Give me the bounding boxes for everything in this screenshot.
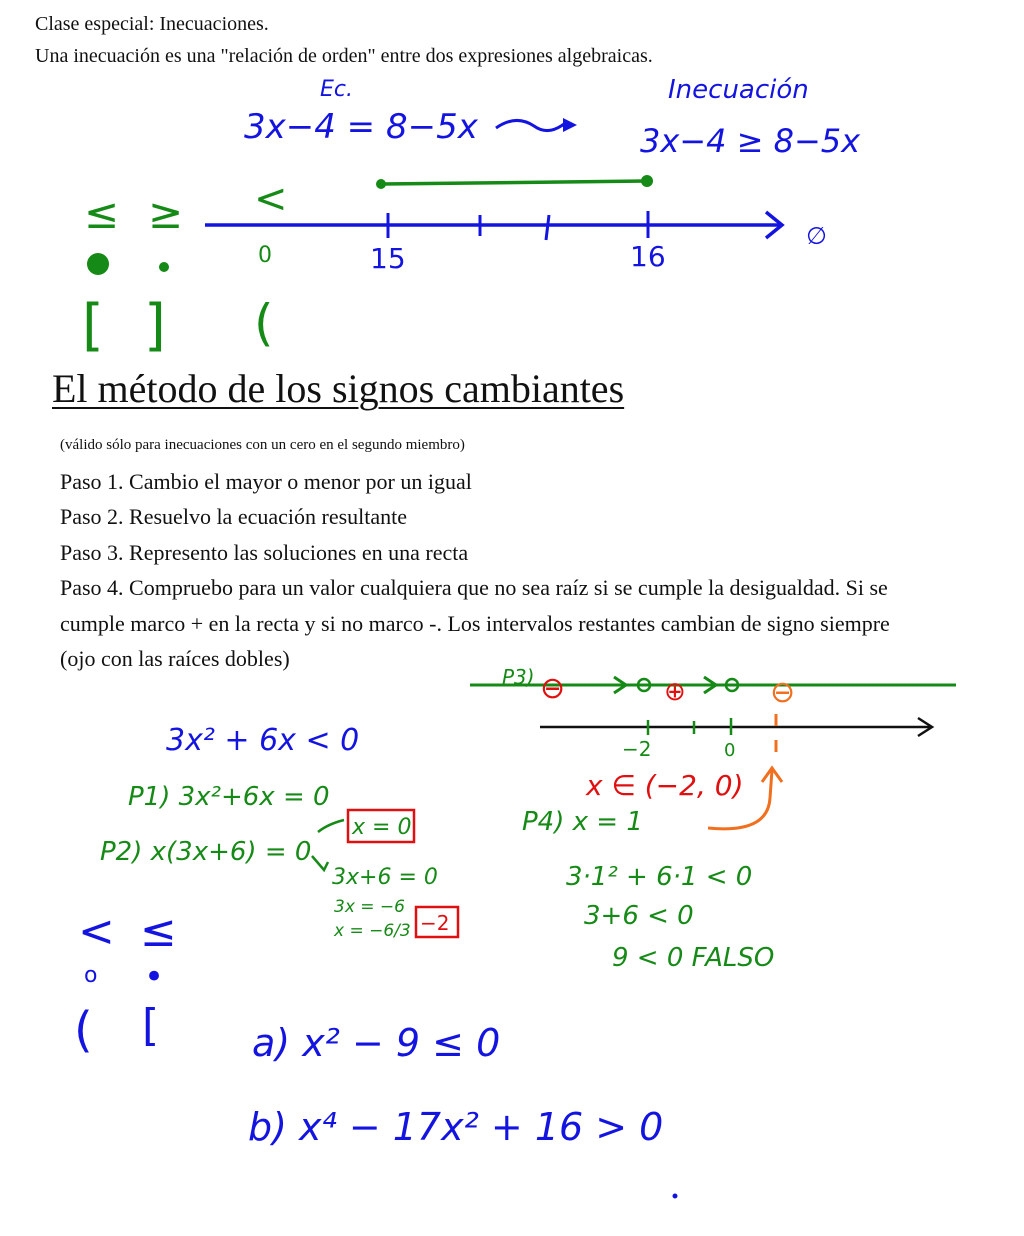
check-line-1: 3·1² + 6·1 < 0 bbox=[566, 862, 753, 892]
segment-end-dot bbox=[641, 175, 653, 187]
arrow-to-sub1 bbox=[312, 856, 328, 870]
sub-step-2: 3x = −6 bbox=[334, 897, 405, 917]
root2-text: −2 bbox=[420, 911, 450, 935]
sign-minus-right: ⊖ bbox=[770, 675, 796, 710]
tick-label-16: 16 bbox=[630, 240, 666, 273]
sign-minus-left: ⊖ bbox=[540, 671, 566, 706]
tick-label-15: 15 bbox=[370, 242, 406, 275]
step-2: Paso 2. Resuelvo la ecuación resultante bbox=[60, 504, 408, 529]
exercise-b: b) x⁴ − 17x² + 16 > 0 bbox=[248, 1105, 664, 1149]
bracket-closed-right: ] bbox=[144, 293, 166, 358]
legend-symbol-le: ≤ bbox=[140, 906, 177, 957]
paren-open: ( bbox=[254, 294, 274, 352]
symbol-le: ≤ bbox=[84, 189, 120, 238]
arrow-head bbox=[563, 118, 577, 132]
label-ec: Ec. bbox=[320, 77, 353, 102]
solution-segment bbox=[382, 181, 648, 184]
axis-label-minus2: −2 bbox=[622, 737, 652, 761]
step-4: Paso 4. Compruebo para un valor cualquiera que no sea raíz si se cumple la desigualdad. Si se cumple marco + en la recta y si no marco -. Los intervalos restantes cambian de signo siempre (ojo con las raíces dobles) bbox=[60, 575, 890, 671]
step-3: Paso 3. Represento las soluciones en una recta bbox=[60, 539, 469, 565]
p3-label: P3) bbox=[502, 665, 535, 689]
open-dot-label: 0 bbox=[258, 243, 272, 268]
example-problem: 3x² + 6x < 0 bbox=[166, 723, 360, 758]
sub-step-3: x = −6/3 bbox=[334, 921, 411, 941]
example-p2: P2) x(3x+6) = 0 bbox=[100, 837, 312, 867]
symbol-lt: < bbox=[254, 176, 288, 222]
intro-text: Una inecuación es una "relación de orden" entre dos expresiones algebraicas. bbox=[35, 45, 653, 67]
symbol-ge: ≥ bbox=[148, 189, 184, 238]
segment-start-dot bbox=[376, 179, 386, 189]
legend-symbol-lt: < bbox=[78, 906, 115, 957]
tick-mid-2 bbox=[546, 215, 549, 240]
legend-filled-dot: • bbox=[144, 957, 165, 997]
inequality-text: 3x−4 ≥ 8−5x bbox=[640, 122, 861, 160]
example-p4: P4) x = 1 bbox=[522, 807, 643, 837]
small-dot bbox=[159, 262, 169, 272]
section-heading: El método de los signos cambiantes bbox=[52, 366, 625, 411]
equation-text: 3x−4 = 8−5x bbox=[244, 107, 478, 147]
page-title: Clase especial: Inecuaciones. bbox=[35, 13, 269, 35]
legend-open-dot: o bbox=[84, 963, 98, 988]
check-line-3: 9 < 0 FALSO bbox=[612, 943, 775, 973]
method-note: (válido sólo para inecuaciones con un cero en el segundo miembro) bbox=[60, 437, 465, 453]
end-mark: ∅ bbox=[806, 222, 827, 250]
example-p1: P1) 3x²+6x = 0 bbox=[128, 782, 330, 812]
stray-dot bbox=[673, 1194, 678, 1199]
sub-step-1: 3x+6 = 0 bbox=[332, 865, 438, 890]
check-line-2: 3+6 < 0 bbox=[584, 901, 694, 931]
arrow-to-root1 bbox=[318, 820, 344, 832]
filled-dot bbox=[87, 253, 109, 275]
legend-paren: ( bbox=[74, 1002, 93, 1058]
solution-text: x ∈ (−2, 0) bbox=[586, 769, 744, 802]
axis-label-0: 0 bbox=[724, 740, 736, 761]
label-inecuacion: Inecuación bbox=[668, 75, 809, 105]
step-1: Paso 1. Cambio el mayor o menor por un igual bbox=[60, 468, 472, 494]
legend-bracket: [ bbox=[142, 1000, 160, 1051]
arrow-squiggle bbox=[496, 120, 564, 130]
sign-plus-middle: ⊕ bbox=[664, 677, 686, 707]
exercise-a: a) x² − 9 ≤ 0 bbox=[252, 1021, 501, 1065]
bracket-closed-left: [ bbox=[82, 293, 104, 358]
root1-text: x = 0 bbox=[352, 815, 412, 840]
